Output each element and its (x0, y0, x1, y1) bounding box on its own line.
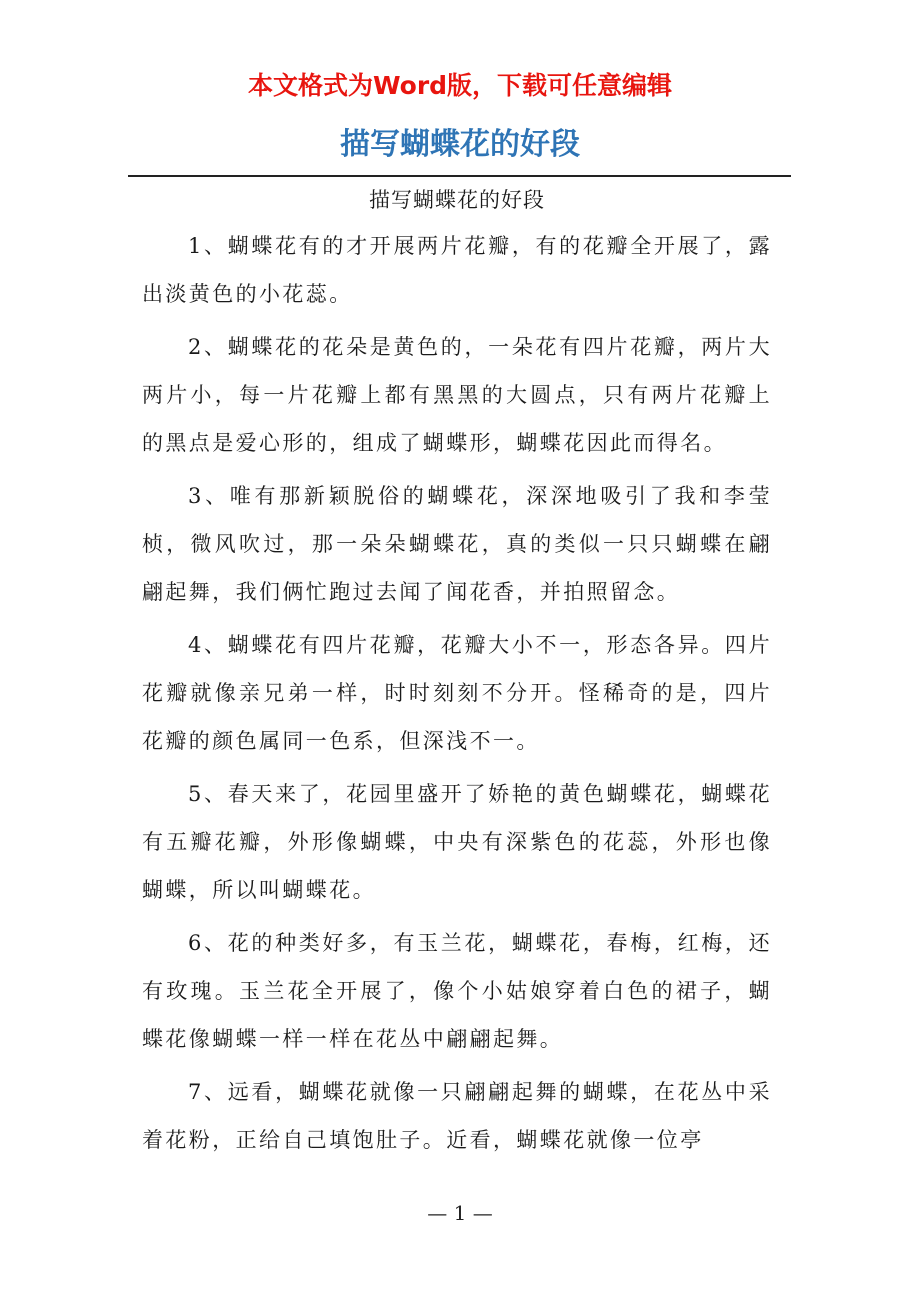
document-title: 描写蝴蝶花的好段 (340, 127, 580, 162)
paragraph-2: 2、蝴蝶花的花朵是黄色的，一朵花有四片花瓣，两片大两片小，每一片花瓣上都有黑黑的大圆点，只有两片花瓣上的黑点是爱心形的，组成了蝴蝶形，蝴蝶花因此而得名。 (142, 335, 772, 455)
paragraph-7: 7、远看，蝴蝶花就像一只翩翩起舞的蝴蝶，在花丛中采着花粉，正给自己填饱肚子。近看，蝴蝶花就像一位亭 (142, 1080, 772, 1152)
paragraph-3: 3、唯有那新颖脱俗的蝴蝶花，深深地吸引了我和李莹桢，微风吹过，那一朵朵蝴蝶花，真的类似一只只蝴蝶在翩翩起舞，我们俩忙跑过去闻了闻花香，并拍照留念。 (142, 484, 772, 604)
paragraph-1: 1、蝴蝶花有的才开展两片花瓣，有的花瓣全开展了，露出淡黄色的小花蕊。 (142, 234, 772, 306)
title-divider (128, 175, 791, 177)
paragraph-6: 6、花的种类好多，有玉兰花，蝴蝶花，春梅，红梅，还有玫瑰。玉兰花全开展了，像个小姑娘穿着白色的裙子，蝴蝶花像蝴蝶一样一样在花丛中翩翩起舞。 (142, 931, 772, 1051)
paragraph-4: 4、蝴蝶花有四片花瓣，花瓣大小不一，形态各异。四片花瓣就像亲兄弟一样，时时刻刻不分开。怪稀奇的是，四片花瓣的颜色属同一色系，但深浅不一。 (142, 633, 772, 753)
paragraph-5: 5、春天来了，花园里盛开了娇艳的黄色蝴蝶花，蝴蝶花有五瓣花瓣，外形像蝴蝶，中央有深紫色的花蕊，外形也像蝴蝶，所以叫蝴蝶花。 (142, 782, 772, 902)
format-banner: 本文格式为Word版，下载可任意编辑 (247, 71, 673, 100)
page-number: — 1 — (427, 1201, 493, 1225)
section-heading: 描写蝴蝶花的好段 (369, 188, 545, 212)
document-body (142, 178, 772, 1169)
